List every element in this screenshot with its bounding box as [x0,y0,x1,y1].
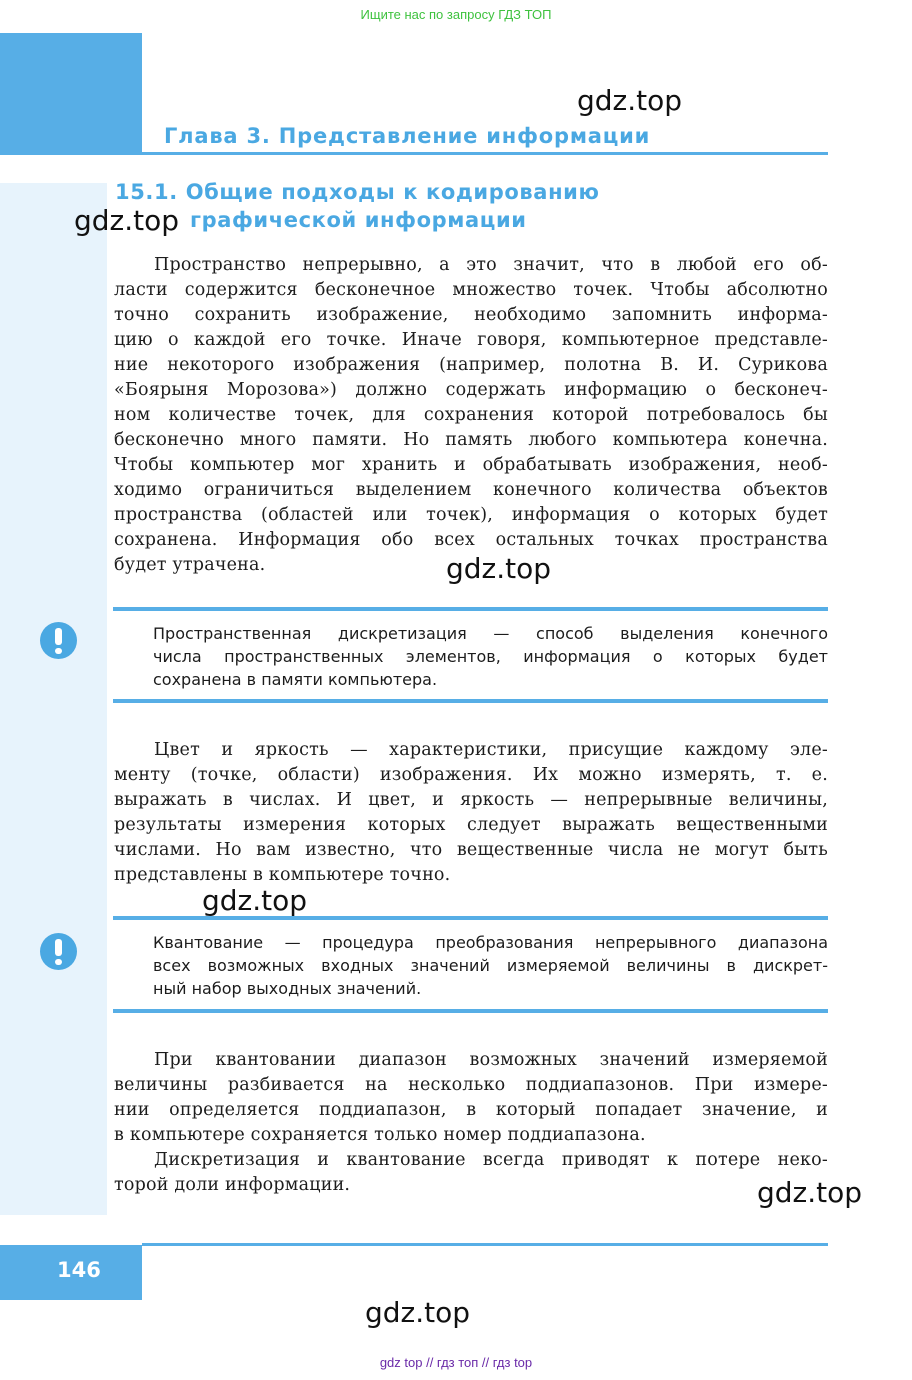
watermark: gdz.top [577,84,683,117]
paragraph-line: ходимо ограничиться выделением конечного количества объектов [114,480,828,500]
page-number: 146 [57,1258,101,1282]
section-title-line1: 15.1. Общие подходы к кодированию [115,180,600,204]
paragraph-line: Дискретизация и квантование всегда приводят к потере неко- [154,1150,828,1170]
paragraph-line: величины разбивается на несколько поддиапазонов. При измере- [114,1075,828,1095]
paragraph-line: При квантовании диапазон возможных значений измеряемой [154,1050,828,1070]
paragraph-line: ние некоторого изображения (например, полотна В. И. Сурикова [114,355,828,375]
footer-rule [142,1243,828,1246]
paragraph-line: Цвет и яркость — характеристики, присущие каждому эле- [154,740,828,760]
paragraph-line: нии определяется поддиапазон, в который попадает значение, и [114,1100,828,1120]
definition-line: сохранена в памяти компьютера. [153,670,438,689]
watermark: gdz.top [202,884,308,917]
paragraph-3 [114,1048,828,1148]
paragraph-2 [114,738,828,888]
paragraph-line: выражать в числах. И цвет, и яркость — непрерывные величины, [114,790,828,810]
paragraph-line: ном количестве точек, для сохранения которой потребовалось бы [114,405,828,425]
definition-2 [153,931,828,1000]
watermark: gdz.top [365,1296,471,1329]
watermark: gdz.top [74,204,180,237]
definition-line: всех возможных входных значений измеряемой величины в дискрет- [153,956,828,975]
header-color-block [0,33,142,155]
top-banner: Ищите нас по запросу ГДЗ ТОП [360,7,552,22]
footer-links: gdz top // гдз топ // гдз top [379,1355,533,1370]
paragraph-line: результаты измерения которых следует выражать вещественными [114,815,828,835]
chapter-rule [142,152,828,155]
chapter-title: Глава 3. Представление информации [164,124,651,148]
definition-line: ный набор выходных значений. [153,979,422,998]
paragraph-line: менту (точке, области) изображения. Их можно измерять, т. е. [114,765,828,785]
paragraph-line: ласти содержится бесконечное множество точек. Чтобы абсолютно [114,280,828,300]
definition-1-bottom-rule [113,699,828,703]
paragraph-line: «Боярыня Морозова») должно содержать информацию о бесконеч- [114,380,828,400]
paragraph-1 [114,253,828,578]
paragraph-line: сохранена. Информация обо всех остальных точках пространства [114,530,828,550]
paragraph-line: Чтобы компьютер мог хранить и обрабатывать изображения, необ- [114,455,828,475]
paragraph-line: Пространство непрерывно, а это значит, что в любой его об- [154,255,828,275]
definition-line: числа пространственных элементов, информация о которых будет [153,647,828,666]
paragraph-line: числами. Но вам известно, что вещественные числа не могут быть [114,840,828,860]
definition-1 [153,622,828,691]
paragraph-line: бесконечно много памяти. Но память любого компьютера конечна. [114,430,828,450]
exclamation-icon [40,622,77,659]
paragraph-line: в компьютере сохраняется только номер поддиапазона. [114,1125,646,1145]
definition-1-top-rule [113,607,828,611]
section-title-line2: графической информации [190,208,527,232]
exclamation-icon [40,933,77,970]
watermark: gdz.top [757,1176,863,1209]
paragraph-line: представлены в компьютере точно. [114,865,451,885]
definition-2-bottom-rule [113,1009,828,1013]
paragraph-line: точно сохранить изображение, необходимо запомнить информа- [114,305,828,325]
definition-line: Квантование — процедура преобразования непрерывного диапазона [153,933,828,952]
paragraph-line: торой доли информации. [114,1175,351,1195]
paragraph-line: цию о каждой его точке. Иначе говоря, компьютерное представле- [114,330,828,350]
paragraph-line: будет утрачена. [114,555,266,575]
definition-line: Пространственная дискретизация — способ выделения конечного [153,624,828,643]
paragraph-line: пространства (областей или точек), информация о которых будет [114,505,828,525]
left-margin-strip [0,183,107,1215]
watermark: gdz.top [446,552,552,585]
paragraph-4 [114,1148,828,1198]
